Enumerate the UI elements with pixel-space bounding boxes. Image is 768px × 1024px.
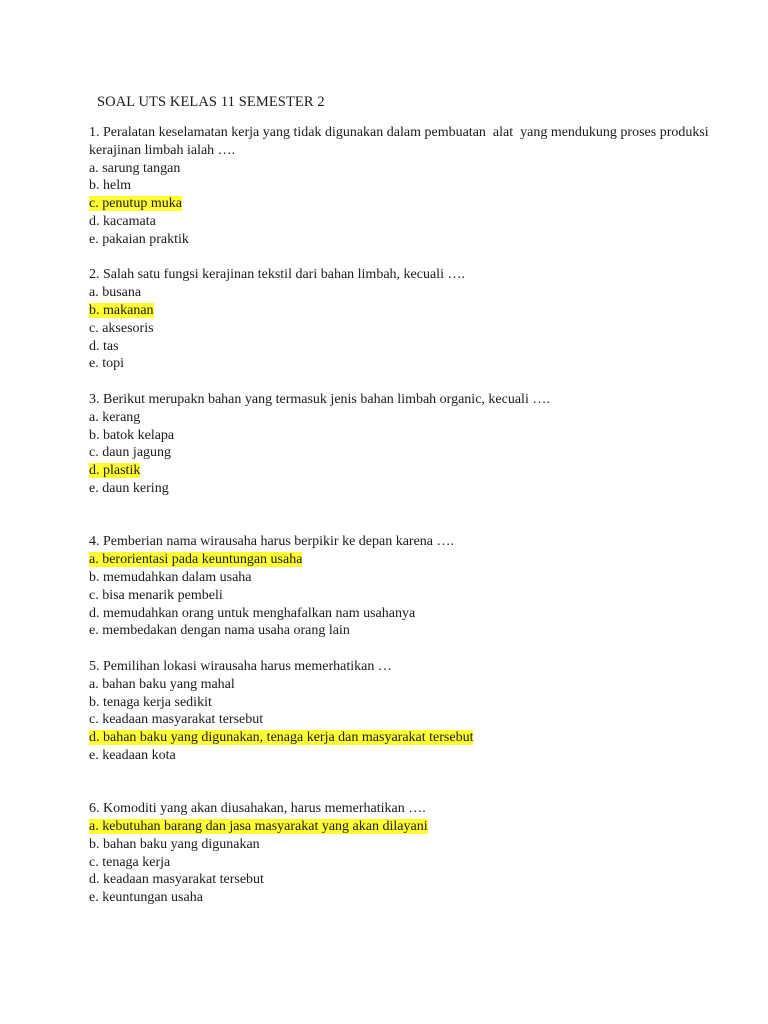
option-b-answer — [89, 302, 729, 320]
answer-highlight: c. penutup muka — [89, 196, 182, 212]
option-b: b. batok kelapa — [89, 427, 175, 443]
option-a: a. kerang — [89, 409, 141, 425]
question-text: 3. Berikut merupakn bahan yang termasuk jenis bahan limbah organic, kecuali …. — [89, 391, 550, 407]
option-a: a. busana — [89, 285, 142, 301]
option-c: c. tenaga kerja — [89, 854, 171, 870]
option-b: b. bahan baku yang digunakan — [89, 836, 260, 852]
question-4 — [89, 533, 729, 640]
document-title: SOAL UTS KELAS 11 SEMESTER 2 — [97, 94, 325, 110]
option-e: e. topi — [89, 356, 124, 372]
option-b: b. helm — [89, 178, 131, 194]
question-text: 2. Salah satu fungsi kerajinan tekstil dari bahan limbah, kecuali …. — [89, 267, 465, 283]
question-text: 6. Komoditi yang akan diusahakan, harus memerhatikan …. — [89, 801, 426, 817]
option-e: e. keadaan kota — [89, 747, 176, 763]
option-c-answer — [89, 195, 729, 213]
answer-highlight: a. kebutuhan barang dan jasa masyarakat yang akan dilayani — [89, 819, 428, 835]
option-a-answer — [89, 551, 729, 569]
answer-highlight: d. bahan baku yang digunakan, tenaga kerja dan masyarakat tersebut — [89, 730, 474, 746]
question-text: 5. Pemilihan lokasi wirausaha harus memerhatikan … — [89, 658, 392, 674]
question-1 — [89, 124, 729, 249]
option-c: c. keadaan masyarakat tersebut — [89, 712, 264, 728]
option-d: d. keadaan masyarakat tersebut — [89, 872, 264, 888]
option-d: d. kacamata — [89, 213, 156, 229]
spacer — [89, 640, 729, 658]
option-c: c. bisa menarik pembeli — [89, 587, 223, 603]
option-a: a. sarung tangan — [89, 160, 181, 176]
option-c: c. aksesoris — [89, 320, 154, 336]
answer-highlight: d. plastik — [89, 463, 141, 479]
option-d: d. memudahkan orang untuk menghafalkan nam usahanya — [89, 605, 416, 621]
document-page — [89, 93, 729, 907]
option-a: a. bahan baku yang mahal — [89, 676, 235, 692]
option-b: b. memudahkan dalam usaha — [89, 569, 252, 585]
question-5 — [89, 658, 729, 765]
option-d-answer — [89, 729, 729, 747]
answer-highlight: a. berorientasi pada keuntungan usaha — [89, 552, 303, 568]
spacer — [89, 765, 729, 801]
spacer — [89, 373, 729, 391]
option-d-answer — [89, 462, 729, 480]
option-e: e. keuntungan usaha — [89, 890, 203, 906]
spacer — [89, 498, 729, 534]
question-2 — [89, 266, 729, 373]
option-e: e. daun kering — [89, 480, 169, 496]
option-e: e. membedakan dengan nama usaha orang lain — [89, 623, 350, 639]
option-d: d. tas — [89, 338, 119, 354]
question-text: 1. Peralatan keselamatan kerja yang tidak digunakan dalam pembuatan alat yang mendukung proses produksi kerajinan limbah ialah …. — [89, 125, 713, 158]
option-e: e. pakaian praktik — [89, 231, 189, 247]
question-6 — [89, 800, 729, 907]
spacer — [89, 249, 729, 267]
option-a-answer — [89, 818, 729, 836]
option-c: c. daun jagung — [89, 445, 172, 461]
question-3 — [89, 391, 729, 498]
question-text: 4. Pemberian nama wirausaha harus berpikir ke depan karena …. — [89, 534, 455, 550]
answer-highlight: b. makanan — [89, 302, 154, 318]
option-b: b. tenaga kerja sedikit — [89, 694, 212, 710]
